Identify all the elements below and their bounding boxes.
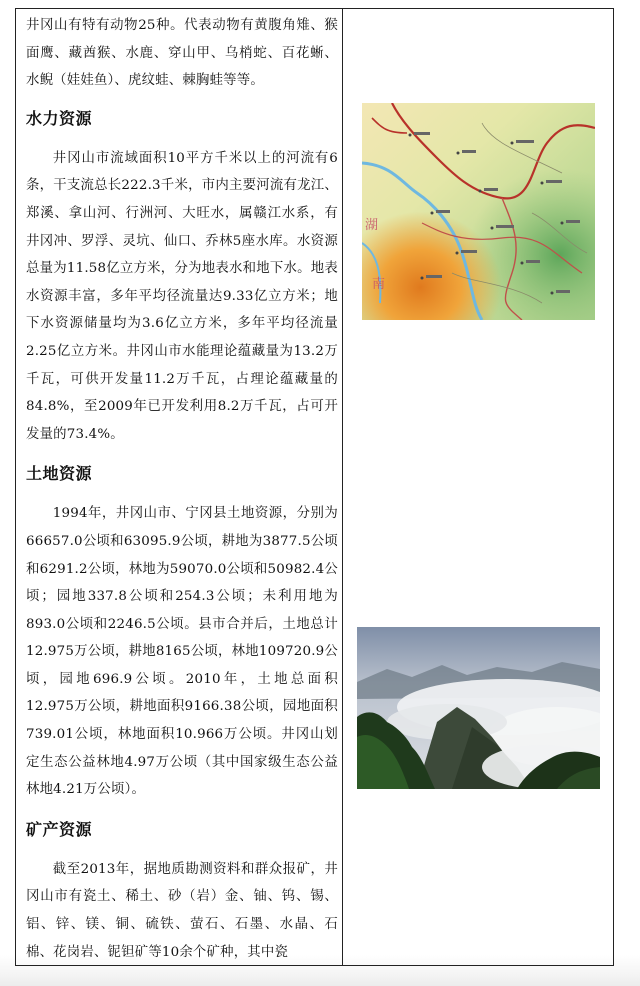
map-label-nan: 南 [372, 277, 386, 292]
mineral-paragraph: 截至2013年，据地质勘测资料和群众报矿，井冈山市有瓷土、稀土、砂（岩）金、铀、钨、锡、铝、锌、镁、铜、硫铁、萤石、石墨、水晶、石棉、花岗岩、铌钽矿等10余个矿种，其中瓷 [26, 861, 338, 960]
map-label-hu: 湖 [365, 218, 379, 233]
text-column [26, 12, 338, 966]
land-heading: 土地资源 [26, 464, 93, 484]
column-divider [342, 8, 343, 966]
misty-mountain-photo [357, 627, 600, 789]
water-paragraph: 井冈山市流域面积10平方千米以上的河流有6条，干支流总长222.3千米，市内主要河流有龙江、郑溪、拿山河、行洲河、大旺水，属赣江水系，有井冈冲、罗浮、灵坑、仙口、乔林5座水库。水资源总量为11.58亿立方米，分为地表水和地下水。地表水资源丰富，多年平均径流量达9.33亿立方米；地下水资源储量均为3.6亿立方米，多年平均径流量2.25亿立方米。井冈山市水能理论蕴藏量为13.2万千瓦，可供开发量11.2万千瓦，占理论蕴藏量的84.8%，至2009年已开发利用8.2万千瓦，占可开发量的73.4%。 [26, 150, 338, 442]
mineral-heading: 矿产资源 [26, 819, 93, 839]
water-heading: 水力资源 [26, 108, 93, 128]
land-paragraph: 1994年，井冈山市、宁冈县土地资源，分别为66657.0公顷和63095.9公顷，耕地为3877.5公顷和6291.2公顷，林地为59070.0公顷和50982.4公顷；园地337.8公顷和254.3公顷；未利用地为893.0公顷和2246.5公顷。县市合并后，土地总计12.975万公顷，耕地8165公顷，林地109720.9公顷，园地696.9公顷。2010年，土地总面积12.975万公顷，耕地面积9166.38公顷，园地面积739.01公顷，林地面积10.966万公顷。井冈山划定生态公益林地4.97万公顷（其中国家级生态公益林地4.21万公顷）。 [26, 506, 338, 798]
intro-paragraph: 井冈山有特有动物25种。代表动物有黄腹角雉、猴面鹰、藏酋猴、水鹿、穿山甲、乌梢蛇、百花蜥、水鲵（娃娃鱼）、虎纹蛙、棘胸蛙等等。 [26, 18, 338, 89]
topographic-map-image [362, 103, 595, 320]
